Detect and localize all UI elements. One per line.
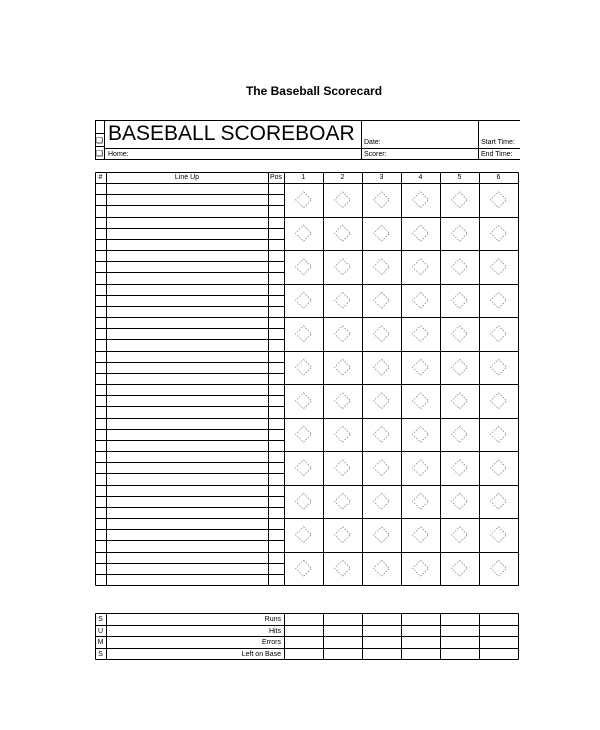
start-time-label: Start Time: (481, 139, 515, 146)
base-diamond-icon[interactable] (335, 560, 351, 576)
base-diamond-icon[interactable] (335, 326, 351, 342)
base-diamond-icon[interactable] (413, 493, 429, 509)
pos-header: Pos (269, 174, 283, 181)
base-diamond-icon[interactable] (491, 527, 507, 543)
base-diamond-icon[interactable] (413, 393, 429, 409)
base-diamond-icon[interactable] (452, 393, 468, 409)
base-diamond-icon[interactable] (296, 292, 312, 308)
base-diamond-icon[interactable] (491, 426, 507, 442)
base-diamond-icon[interactable] (296, 359, 312, 375)
base-diamond-icon[interactable] (491, 259, 507, 275)
base-diamond-icon[interactable] (335, 527, 351, 543)
base-diamond-icon[interactable] (491, 359, 507, 375)
base-diamond-icon[interactable] (296, 426, 312, 442)
base-diamond-icon[interactable] (452, 527, 468, 543)
base-diamond-icon[interactable] (491, 292, 507, 308)
base-diamond-icon[interactable] (413, 326, 429, 342)
base-diamond-icon[interactable] (374, 527, 390, 543)
base-diamond-icon[interactable] (452, 359, 468, 375)
number-header: # (98, 174, 103, 181)
base-diamond-icon[interactable] (335, 225, 351, 241)
base-diamond-icon[interactable] (335, 426, 351, 442)
base-diamond-icon[interactable] (335, 192, 351, 208)
base-diamond-icon[interactable] (452, 460, 468, 476)
base-diamond-icon[interactable] (491, 393, 507, 409)
base-diamond-icon[interactable] (491, 192, 507, 208)
base-diamond-icon[interactable] (335, 493, 351, 509)
base-diamond-icon[interactable] (413, 560, 429, 576)
summary-side-letter: M (97, 639, 104, 646)
base-diamond-icon[interactable] (374, 292, 390, 308)
base-diamond-icon[interactable] (296, 493, 312, 509)
base-diamond-icon[interactable] (296, 393, 312, 409)
base-diamond-icon[interactable] (374, 225, 390, 241)
base-diamond-icon[interactable] (413, 426, 429, 442)
base-diamond-icon[interactable] (413, 192, 429, 208)
base-diamond-icon[interactable] (491, 460, 507, 476)
base-diamond-icon[interactable] (296, 560, 312, 576)
base-diamond-icon[interactable] (335, 460, 351, 476)
base-diamond-icon[interactable] (296, 225, 312, 241)
base-diamond-icon[interactable] (296, 326, 312, 342)
base-diamond-icon[interactable] (296, 192, 312, 208)
base-diamond-icon[interactable] (452, 560, 468, 576)
base-diamond-icon[interactable] (413, 292, 429, 308)
base-diamond-icon[interactable] (335, 292, 351, 308)
summary-row-label: Errors (261, 639, 281, 646)
base-diamond-icon[interactable] (296, 259, 312, 275)
base-diamond-icon[interactable] (491, 560, 507, 576)
inning-header: 3 (379, 174, 384, 181)
base-diamond-icon[interactable] (374, 192, 390, 208)
scoreboard-title: BASEBALL SCOREBOAR (108, 122, 355, 145)
summary-side-letter: S (98, 651, 103, 658)
base-diamond-icon[interactable] (374, 393, 390, 409)
page-title: The Baseball Scorecard (245, 84, 383, 98)
inning-header: 4 (418, 174, 423, 181)
base-diamond-icon[interactable] (491, 326, 507, 342)
base-diamond-icon[interactable] (335, 259, 351, 275)
base-diamond-icon[interactable] (374, 426, 390, 442)
base-diamond-icon[interactable] (335, 393, 351, 409)
base-diamond-icon[interactable] (452, 326, 468, 342)
base-diamond-icon[interactable] (413, 359, 429, 375)
base-diamond-icon[interactable] (296, 460, 312, 476)
base-diamond-icon[interactable] (452, 292, 468, 308)
summary-row-label: Runs (264, 616, 281, 623)
base-diamond-icon[interactable] (413, 259, 429, 275)
base-diamond-icon[interactable] (491, 225, 507, 241)
end-time-label: End Time: (481, 151, 513, 158)
base-diamond-icon[interactable] (374, 259, 390, 275)
date-label: Date: (364, 139, 381, 146)
summary-side-letter: U (97, 628, 104, 635)
base-diamond-icon[interactable] (296, 527, 312, 543)
base-diamond-icon[interactable] (491, 493, 507, 509)
base-diamond-icon[interactable] (452, 259, 468, 275)
base-diamond-icon[interactable] (413, 527, 429, 543)
base-diamond-icon[interactable] (374, 460, 390, 476)
lineup-header: Line Up (174, 174, 200, 181)
base-diamond-icon[interactable] (374, 493, 390, 509)
base-diamond-icon[interactable] (374, 359, 390, 375)
base-diamond-icon[interactable] (413, 460, 429, 476)
summary-side-letter: S (98, 616, 103, 623)
base-diamond-icon[interactable] (374, 326, 390, 342)
home-checkbox[interactable]: ❑ (95, 136, 104, 145)
inning-header: 2 (340, 174, 345, 181)
base-diamond-icon[interactable] (452, 493, 468, 509)
inning-header: 6 (496, 174, 501, 181)
base-diamond-icon[interactable] (452, 225, 468, 241)
inning-header: 5 (457, 174, 462, 181)
summary-row-label: Left on Base (241, 651, 281, 658)
home-label: Home: (108, 151, 129, 158)
away-checkbox[interactable]: ❑ (95, 149, 104, 158)
summary-row-label: Hits (268, 628, 281, 635)
inning-header: 1 (301, 174, 306, 181)
base-diamond-icon[interactable] (413, 225, 429, 241)
base-diamond-icon[interactable] (452, 426, 468, 442)
base-diamond-icon[interactable] (374, 560, 390, 576)
scorer-label: Scorer: (364, 151, 387, 158)
base-diamond-icon[interactable] (335, 359, 351, 375)
base-diamond-icon[interactable] (452, 192, 468, 208)
